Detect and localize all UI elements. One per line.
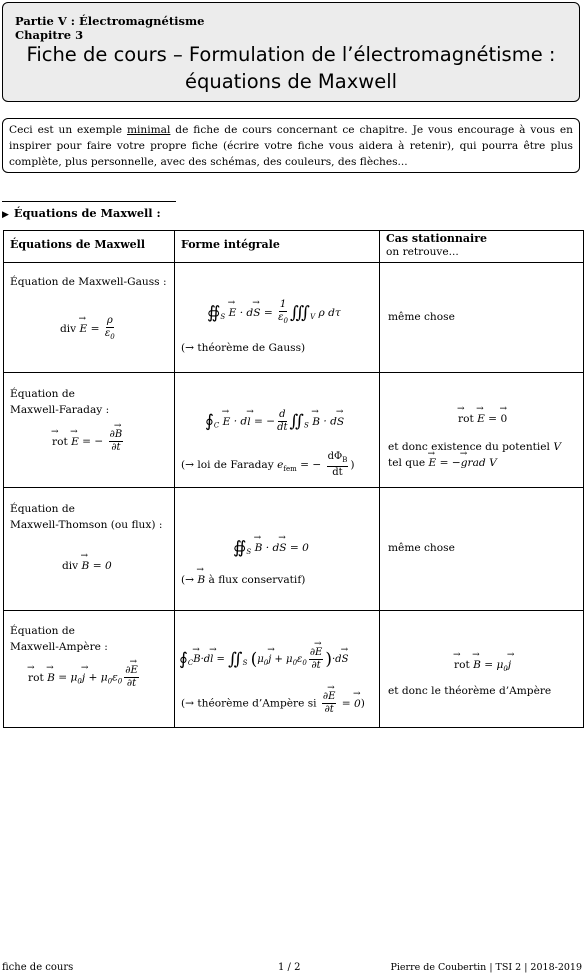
equation-name-cell [4,373,175,488]
header-equations: Équations de Maxwell [10,238,146,251]
header-cell [175,231,380,263]
chapter-label: Chapitre 3 [15,28,84,42]
integral-equation: $∮_C\to B\cdot d\to l$ = $∬_S$ ($\mu_0\to j + \mu_0\varepsilon_0$ $\frac{\partial\to E}{\partial t}$ )·d→ S [179,647,348,672]
integral-equation: $∯_S \to B \cdot d\to S = 0$ [233,538,309,558]
header-stationary: Cas stationnaire [386,232,487,245]
header-box [2,2,580,102]
equation-name: Équation de [10,503,75,515]
integral-form-cell [175,488,380,611]
stationary-cell [380,373,584,488]
stationary-cell [380,488,584,611]
integral-equation: $∮_C \to E \cdot d\to l$ = − $\frac{d}{dt}$ $∬_S \to B \cdot d\to S$ [205,409,344,434]
integral-form-cell [175,263,380,373]
table-row [4,373,584,488]
integral-note: (→ → B à flux conservatif) [181,574,305,586]
equation-name-line2: Maxwell-Ampère : [10,641,108,653]
table-row [4,488,584,611]
footer-left: fiche de cours [2,962,74,973]
local-equation: div → E = $\frac{\rho}{\varepsilon_0}$ [60,315,117,343]
section-title: Équations de Maxwell : [13,206,161,220]
local-equation: div → B = 0 [62,560,112,572]
integral-note: (→ théorème de Gauss) [181,342,306,354]
page-title-line1: Fiche de cours – Formulation de l’électromagnétisme : [26,43,556,66]
table-header-row [4,231,584,263]
integral-note: (→ loi de Faraday $e_{fem}$ = − $\frac{d\Phi_B}{dt}$ ) [181,451,355,478]
table-row [4,611,584,728]
stationary-text: même chose [388,311,455,323]
stationary-equation: → rot → $B = \mu_0\to j$ [454,659,511,673]
maxwell-table [3,230,584,728]
part-label: Partie V : Électromagnétisme [15,14,205,28]
stationary-cell [380,611,584,728]
stationary-equation: → rot → E = → 0 [458,413,507,425]
equation-name: Équation de [10,388,75,400]
intro-text-end: de fiche de cours concernant ce chapitre. Je vous encourage à vous en inspirer pour faire votre propre fiche (écrire votre fiche vous aidera à retenir), qui pourra être plus complète, plus personnelle, avec des schémas, des couleurs, des flèches... [9,124,573,168]
footer-right: Pierre de Coubertin | TSI 2 | 2018-2019 [390,962,582,973]
bullet-triangle-icon: ▶ [2,210,9,220]
stationary-text: même chose [388,542,455,554]
intro-box [2,118,580,173]
header-cell [380,231,584,263]
equation-name-line2: Maxwell-Thomson (ou flux) : [10,519,163,531]
header-cell [4,231,175,263]
local-equation: → rot → E = − $\frac{\partial\to B}{\partial t}$ [52,429,125,454]
equation-name-cell [4,488,175,611]
intro-text-start: Ceci est un exemple [9,124,127,136]
equation-name: Équation de Maxwell-Gauss : [10,276,167,288]
equation-name-line2: Maxwell-Faraday : [10,404,110,416]
equation-name-cell [4,263,175,373]
stationary-text: et donc le théorème d’Ampère [388,685,552,697]
integral-equation: $∯_S \to E \cdot d\to S$ = $\frac{1}{\varepsilon_0}$ $∭_V$ ρ dτ [207,299,341,327]
equation-name-cell [4,611,175,728]
stationary-cell [380,263,584,373]
intro-underlined-word: minimal [126,124,171,136]
section-heading [2,206,161,220]
local-equation: → rot → $B = \mu_0\to j + \mu_0\varepsilon_0$ $\frac{\partial\to E}{\partial t}$ [28,665,141,690]
equation-name: Équation de [10,625,75,637]
header-integral-form: Forme intégrale [181,238,280,251]
table-row [4,263,584,373]
section-divider [2,201,176,202]
stationary-text: et donc existence du potentiel V tel que → E = −→ grad V [388,439,578,471]
page-title-line2: équations de Maxwell [184,70,398,93]
page-number: 1 / 2 [278,962,301,973]
header-stationary-sub: on retrouve... [386,246,459,258]
integral-form-cell [175,611,380,728]
integral-note: (→ théorème d’Ampère si $\frac{\partial\to E}{\partial t}$ = → 0) [181,691,365,716]
integral-form-cell [175,373,380,488]
